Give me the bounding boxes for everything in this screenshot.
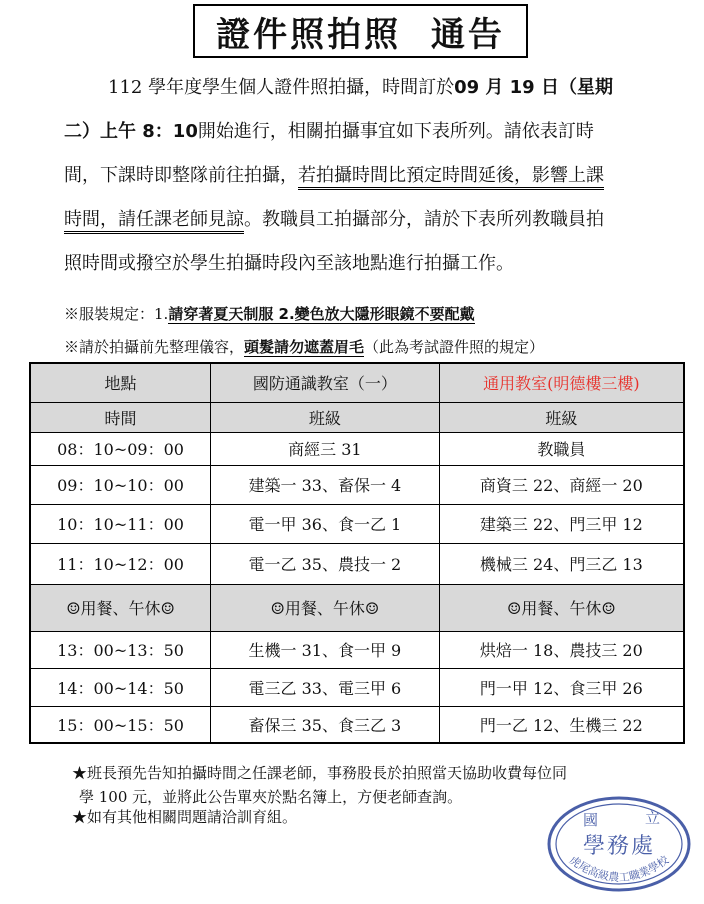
row-time: 10：10~11：00 <box>30 504 211 543</box>
row-time: 13：00~13：50 <box>30 631 211 668</box>
para-line1-a: 112 學年度學生個人證件照拍攝，時間訂於 <box>108 77 455 98</box>
para-line4-emph: 時間，請任課老師見諒 <box>64 209 244 234</box>
row-class-b: 機械三 24、門三乙 13 <box>439 543 684 584</box>
table-row <box>30 504 684 543</box>
location-1: 國防通識教室（一） <box>211 363 440 402</box>
groom-suffix: （此為考試證件照的規定） <box>364 338 545 356</box>
row-class-b: 門一乙 12、生機三 22 <box>439 706 684 743</box>
row-class-a: 畜保三 35、食三乙 3 <box>211 706 440 743</box>
notice-paragraph <box>64 66 664 286</box>
row-class-a: 電三乙 33、電三甲 6 <box>211 668 440 706</box>
row-class-b: 教職員 <box>439 432 684 465</box>
header-class-2: 班級 <box>439 402 684 432</box>
table-row <box>30 543 684 584</box>
para-line2-time: 二）上午 8：10 <box>64 121 198 142</box>
grooming-note <box>64 336 544 357</box>
para-line3-emph: 若拍攝時間比預定時間延後，影響上課 <box>298 165 604 190</box>
row-class-a: 建築一 33、畜保一 4 <box>211 465 440 504</box>
table-header-row <box>30 402 684 432</box>
row-class-a: ☺用餐、午休☺ <box>211 584 440 631</box>
para-line5: 照時間或撥空於學生拍攝時段內至該地點進行拍攝工作。 <box>64 253 514 274</box>
table-row <box>30 706 684 743</box>
table-row <box>30 631 684 668</box>
para-line4-b: 。教職員工拍攝部分，請於下表所列教職員拍 <box>244 209 604 230</box>
dress-code-note <box>64 303 475 324</box>
para-line1-date: 09 月 19 日（星期 <box>454 77 613 98</box>
para-line2-b: 開始進行，相關拍攝事宜如下表所列。請依表訂時 <box>197 121 594 142</box>
footer-line-3: ★如有其他相關問題請洽訓育組。 <box>72 808 298 826</box>
row-time: 08：10~09：00 <box>30 432 211 465</box>
table-row-lunch <box>30 584 684 631</box>
row-time: ☺用餐、午休☺ <box>30 584 211 631</box>
header-time: 時間 <box>30 402 211 432</box>
row-class-b: 商資三 22、商經一 20 <box>439 465 684 504</box>
title-sub: 通告 <box>430 14 505 55</box>
row-time: 11：10~12：00 <box>30 543 211 584</box>
row-time: 09：10~10：00 <box>30 465 211 504</box>
row-class-b: 烘焙一 18、農技三 20 <box>439 631 684 668</box>
row-class-b: 門一甲 12、食三甲 26 <box>439 668 684 706</box>
footer-line-2: 學 100 元，並將此公告單夾於點名簿上，方便老師查詢。 <box>79 788 463 806</box>
seal-center: 學務處 <box>582 834 656 859</box>
header-location: 地點 <box>30 363 211 402</box>
row-class-b: 建築三 22、門三甲 12 <box>439 504 684 543</box>
groom-prefix: ※請於拍攝前先整理儀容， <box>64 338 245 356</box>
seal-top-left: 國 <box>583 811 599 829</box>
title-main: 證件照拍照 <box>216 14 402 55</box>
groom-rule: 頭髮請勿遮蓋眉毛 <box>244 338 365 356</box>
location-2: 通用教室(明德樓三樓) <box>439 363 684 402</box>
row-class-b: ☺用餐、午休☺ <box>439 584 684 631</box>
seal-bottom: 虎尾高級農工職業學校 <box>566 853 672 885</box>
row-class-a: 電一甲 36、食一乙 1 <box>211 504 440 543</box>
row-class-a: 電一乙 35、農技一 2 <box>211 543 440 584</box>
seal-top-right: 立 <box>645 809 661 827</box>
row-class-a: 商經三 31 <box>211 432 440 465</box>
table-row <box>30 668 684 706</box>
para-line3-a: 間，下課時即整隊前往拍攝， <box>64 165 298 186</box>
office-seal <box>547 795 691 893</box>
table-row <box>30 432 684 465</box>
page-title <box>193 4 528 58</box>
row-time: 15：00~15：50 <box>30 706 211 743</box>
schedule-table <box>29 362 685 744</box>
header-class-1: 班級 <box>211 402 440 432</box>
table-header-location-row <box>30 363 684 402</box>
table-row <box>30 465 684 504</box>
row-time: 14：00~14：50 <box>30 668 211 706</box>
row-class-a: 生機一 31、食一甲 9 <box>211 631 440 668</box>
dress-prefix: ※服裝規定：1. <box>64 305 169 323</box>
footer-line-1: ★班長預先告知拍攝時間之任課老師，事務股長於拍照當天協助收費每位同 <box>72 764 568 782</box>
dress-rule: 請穿著夏天制服 2.變色放大隱形眼鏡不要配戴 <box>168 305 475 323</box>
